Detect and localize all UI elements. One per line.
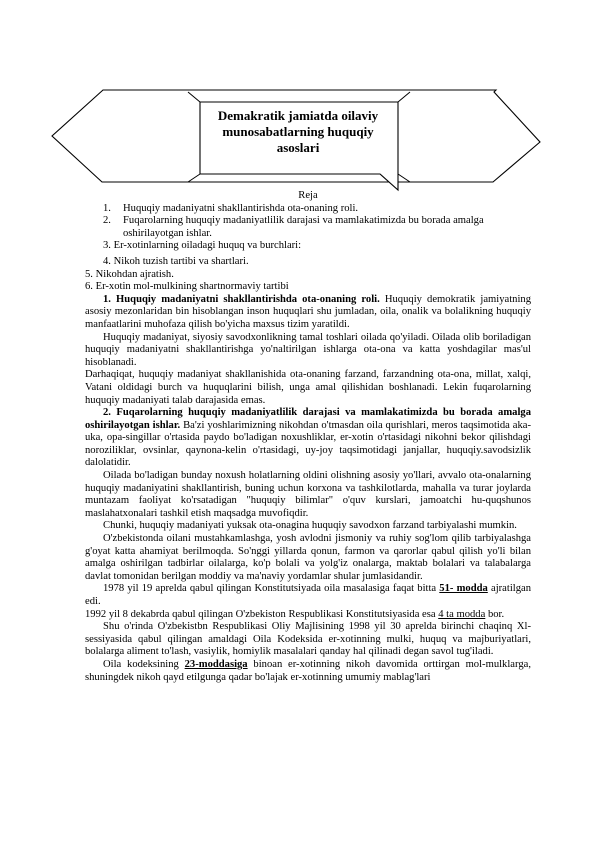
paragraph-8-text-b: ajratilgan edi.	[85, 583, 531, 607]
plan-item-2-text: Fuqarolarning huquqiy madaniyatlilik darajasi va mamlakatimizda bu borada amalga	[123, 215, 484, 227]
article-51-reference: 51- modda	[439, 583, 488, 595]
paragraph-9-text-b: bor.	[485, 608, 505, 620]
plan-item-5: 5. Nikohdan ajratish.	[85, 268, 174, 280]
plan-item-2-number: 2.	[103, 215, 111, 227]
paragraph-1-text: Huquqiy demokratik jamiyatning asosiy mezonlaridan bin hisoblangan inson huquqlari shu jumladan, oila, onalik va bolalikning huquqiy manfaatlarini muhofaza qilish bo'yicha maxsus tizim yaratildi.	[85, 293, 532, 330]
paragraph-1	[85, 294, 531, 332]
paragraph-7: O'zbekistonda oilani mustahkamlashga, yosh avlodni jismoniy va ruhiy sog'lom qilib tarbiyalashga g'oyat katta ahamiyat berilmoqda. So'nggi yillarda qonun, farmon va qarorlar qabul qilish yo'li bilan amalga oshirilgan tadbirlar oilalarga, ko'p bolali va yolg'iz onalarga, maktab bolalari va talabalarga davlat tomonidan berilgan moddiy va ma'naviy yordamlar shular jumlasidandir.	[85, 533, 531, 582]
plan-item-4: 4. Nikoh tuzish tartibi va shartlari.	[103, 255, 249, 267]
paragraph-5: Oilada bo'ladigan bunday noxush holatlarning oldini olishning asosiy yo'llari, avvalo ota-onalarning huquqiy madaniyatini shakllantirish, buning uchun korxona va tashkilotlarda, mahalla va turar joylarda muntazam faoliyat ko'rsatadigan "huquqiy bilimlar" o'quv kurslari, jamoatchi hu-quqshunos maslahatxonalari tashkil etish maqsadga muvofiqdir.	[85, 470, 531, 519]
plan-heading: Reja	[298, 190, 318, 201]
plan-item-1-number: 1.	[103, 202, 111, 214]
paragraph-9	[85, 609, 531, 622]
plan-item-6: 6. Er-xotin mol-mulkining shartnormaviy tartibi	[85, 281, 289, 293]
paragraph-8	[85, 583, 531, 608]
section-2-heading: 2. Fuqarolarning huquqiy madaniyatlilik darajasi va mamlakatimizda bu borada amalga oshirilayotgan ishlar.	[85, 407, 531, 431]
paragraph-4-text: Ba'zi yoshlarimizning nikohdan o'tmasdan oila qurishlari, meros taqsimotida aka-uka, opa-singillar o'rtasida paydo bo'ladigan noxushliklar, er-xotin o'rtasidagi nikohni bekor qilishdagi noroziliklar, ovsinlar, qaynona-kelin o'rtasidagi, uy-joy taqsimotidagi janjallar, huquqiy.savodsizlik dalolatidir.	[85, 419, 531, 469]
section-1-heading: 1. Huquqiy madaniyatni shakllantirishda ota-onaning roli.	[103, 293, 380, 305]
paragraph-10: Shu o'rinda O'zbekistbn Respublikasi Oliy Majlisining 1998 yil 30 aprelda birinchi chaqinq Xl-sessiyasida qabul qilingan amaldagi Oila Kodeksida er-xotinning mulki, huquq va majburiyatlari, bolalarga aliment to'lash, vasiylik, homiylik masalalari qanday hal qilinadi degan savol tug'iladi.	[85, 621, 531, 658]
four-articles-reference: 4 ta modda	[438, 608, 486, 620]
document-title	[198, 108, 398, 156]
paragraph-9-text-a: 1992 yil 8 dekabrda qabul qilingan O'zbekiston Respublikasi Konstitutsiyasida esa	[85, 608, 439, 620]
plan-item-3: 3. Er-xotinlarning oiladagi huquq va burchlari:	[103, 240, 302, 252]
title-line-2: munosabatlarning huquqiy	[222, 124, 374, 139]
plan-item-1	[85, 203, 531, 216]
paragraph-2: Huquqiy madaniyat, siyosiy savodxonlikning tamal toshlari oilada qo'yiladi. Oilada olib boriladigan huquqiy madaniyatni shakllantirishga yo'naltirilgan ishlarga ota-ona va katta yoshdagilar mas'ul hisoblanadi.	[85, 331, 531, 368]
paragraph-3: Darhaqiqat, huquqiy madaniyat shakllanishida ota-onaning farzand, farzandning ota-ona, millat, xalqi, Vatani oldidagi burch va huquqlarini bilish, unga amal qilishidan boshlanadi. Lekin fuqarolarning huquqiy madaniyati talab darajasida emas.	[85, 369, 531, 406]
plan-item-2-continuation: oshirilayotgan ishlar.	[123, 227, 212, 239]
paragraph-4	[85, 407, 531, 470]
plan-item-1-text: Huquqiy madaniyatni shakllantirishda ota-onaning roli.	[123, 202, 359, 214]
paragraph-11-text-b: binoan er-xotinning nikoh davomida orttirgan mol-mulklarga, shuningdek nikoh qayd etilgunga qadar bo'lajak er-xotinning umumiy mablag'lari	[85, 658, 531, 683]
paragraph-8-text-a: 1978 yil 19 aprelda qabul qilingan Konstitutsiyada oila masalasiga faqat bitta	[103, 583, 440, 595]
title-line-1: Demakratik jamiatda oilaviy	[217, 108, 379, 123]
paragraph-11	[85, 659, 531, 684]
title-banner	[0, 0, 596, 200]
plan-item-2	[85, 215, 531, 228]
paragraph-11-text-a: Oila kodeksining	[103, 658, 185, 670]
article-23-reference: 23-moddasiga	[184, 658, 248, 670]
title-line-3: asoslari	[276, 140, 320, 155]
paragraph-6: Chunki, huquqiy madaniyati yuksak ota-onagina huquqiy savodxon farzand tarbiyalashi mumkin.	[103, 520, 517, 532]
document-body	[85, 190, 531, 684]
